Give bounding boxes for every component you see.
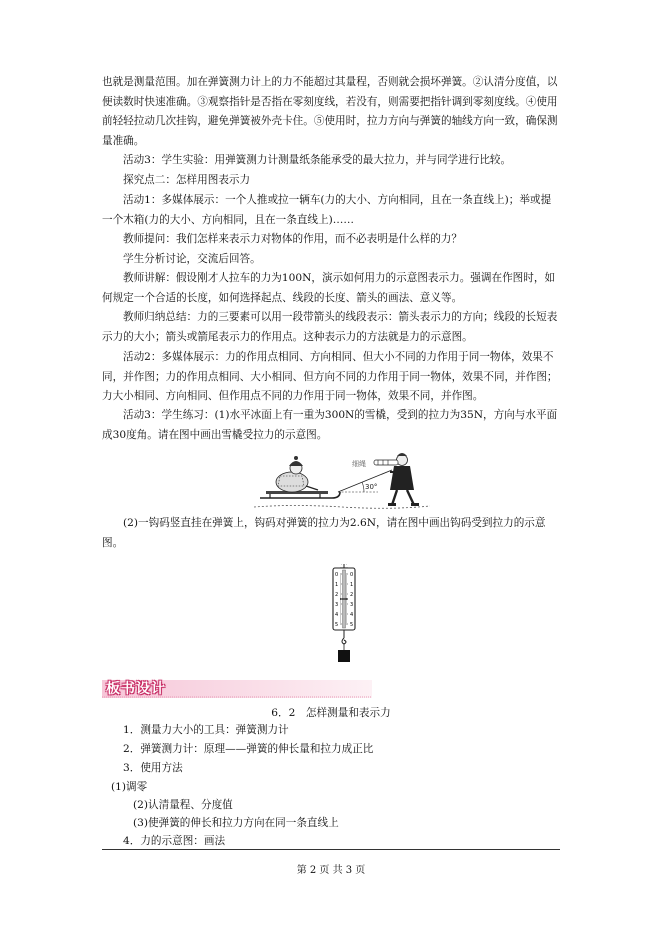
paragraph-teacher-summary: 教师归纳总结：力的三要素可以用一段带箭头的线段表示：箭头表示力的方向；线段的长短表示力的大小；箭头或箭尾表示力的作用点。这种表示力的方法就是力的示意图。 [102, 311, 558, 343]
hook-weight [338, 650, 350, 662]
angle-label: 30° [365, 483, 378, 491]
scale-tick-label-left: 4 [335, 612, 339, 618]
paragraph-usage-notes: 也就是测量范围。加在弹簧测力计上的力不能超过其量程，否则就会损坏弹簧。②认清分度值，以便读数时快速准确。③观察指针是否指在零刻度线，若没有，则需要把指针调到零刻度线。④使用前轻轻拉动几次挂钩，避免弹簧被外壳卡住。⑤使用时，拉力方向与弹簧的轴线方向一致，确保测量准确。 [102, 76, 558, 147]
scale-tick-label-left: 5 [335, 622, 339, 628]
paragraph-activity3-exercise: 活动3：学生练习：(1)水平冰面上有一重为300N的雪橇，受到的拉力为35N，方向与水平面成30度角。请在图中画出雪橇受拉力的示意图。 [102, 409, 558, 441]
scale-tick-label-left: 1 [335, 582, 339, 588]
scale-tick-label-right: 2 [350, 592, 354, 598]
spring-scale-figure [330, 564, 358, 670]
scale-tick-label-right: 5 [350, 622, 354, 628]
scale-tick-label-right: 3 [350, 602, 354, 608]
section-heading-explore2: 探究点二：怎样用图表示力 [123, 174, 251, 186]
paragraph-activity3-experiment: 活动3：学生实验：用弹簧测力计测量纸条能承受的最大拉力，并与同学进行比较。 [123, 154, 512, 166]
footer-divider [102, 849, 560, 850]
sled-pulling-figure [254, 452, 430, 510]
board-item: (1)调零 [111, 781, 148, 793]
board-item: 3．使用方法 [123, 762, 183, 774]
scale-tick-label-right: 0 [350, 572, 354, 578]
paragraph-teacher-explanation: 教师讲解：假设刚才人拉车的力为100N，演示如何用力的示意图表示力。强调在作图时，如何规定一个合适的长度，如何选择起点、线段的长度、箭头的画法、意义等。 [102, 272, 556, 304]
board-item: 1．测量力大小的工具：弹簧测力计 [123, 724, 289, 736]
paragraph-hook-exercise: (2)一钩码竖直挂在弹簧上，钩码对弹簧的拉力为2.6N，请在图中画出钩码受到拉力的示意图。 [102, 517, 546, 549]
board-item: (3)使弹簧的伸长和拉力方向在同一条直线上 [133, 817, 339, 829]
board-item: (2)认清量程、分度值 [133, 799, 233, 811]
board-item: 2．弹簧测力计：原理——弹簧的伸长量和拉力成正比 [123, 743, 374, 755]
board-item: 4．力的示意图：画法 [123, 835, 226, 847]
paragraph-activity1-media: 活动1：多媒体展示：一个人推或拉一辆车(力的大小、方向相同，且在一条直线上)；举或提一个木箱(力的大小、方向相同，且在一条直线上)…… [102, 194, 552, 226]
page-footer: 第 2 页 共 3 页 [296, 865, 366, 876]
rope-label: 细绳 [352, 460, 366, 468]
scale-tick-label-left: 0 [335, 572, 339, 578]
scale-tick-label-right: 1 [350, 582, 354, 588]
scale-tick-label-right: 4 [350, 612, 354, 618]
paragraph-activity2-media: 活动2：多媒体展示：力的作用点相同、方向相同、但大小不同的力作用于同一物体，效果不同，并作图；力的作用点相同、大小相同、但方向不同的力作用于同一物体，效果不同，并作图；力大小相同、方向相同、但作用点不同的力作用于同一物体，效果不同，并作图。 [102, 351, 558, 403]
paragraph-student-discussion: 学生分析讨论，交流后回答。 [123, 253, 261, 265]
paragraph-teacher-question: 教师提问：我们怎样来表示力对物体的作用，而不必表明是什么样的力？ [123, 233, 462, 245]
scale-tick-label-left: 2 [335, 592, 339, 598]
banner-title: 板书设计 [106, 681, 166, 697]
board-title: 6．2 怎样测量和表示力 [271, 707, 391, 719]
scale-tick-label-left: 3 [335, 602, 339, 608]
